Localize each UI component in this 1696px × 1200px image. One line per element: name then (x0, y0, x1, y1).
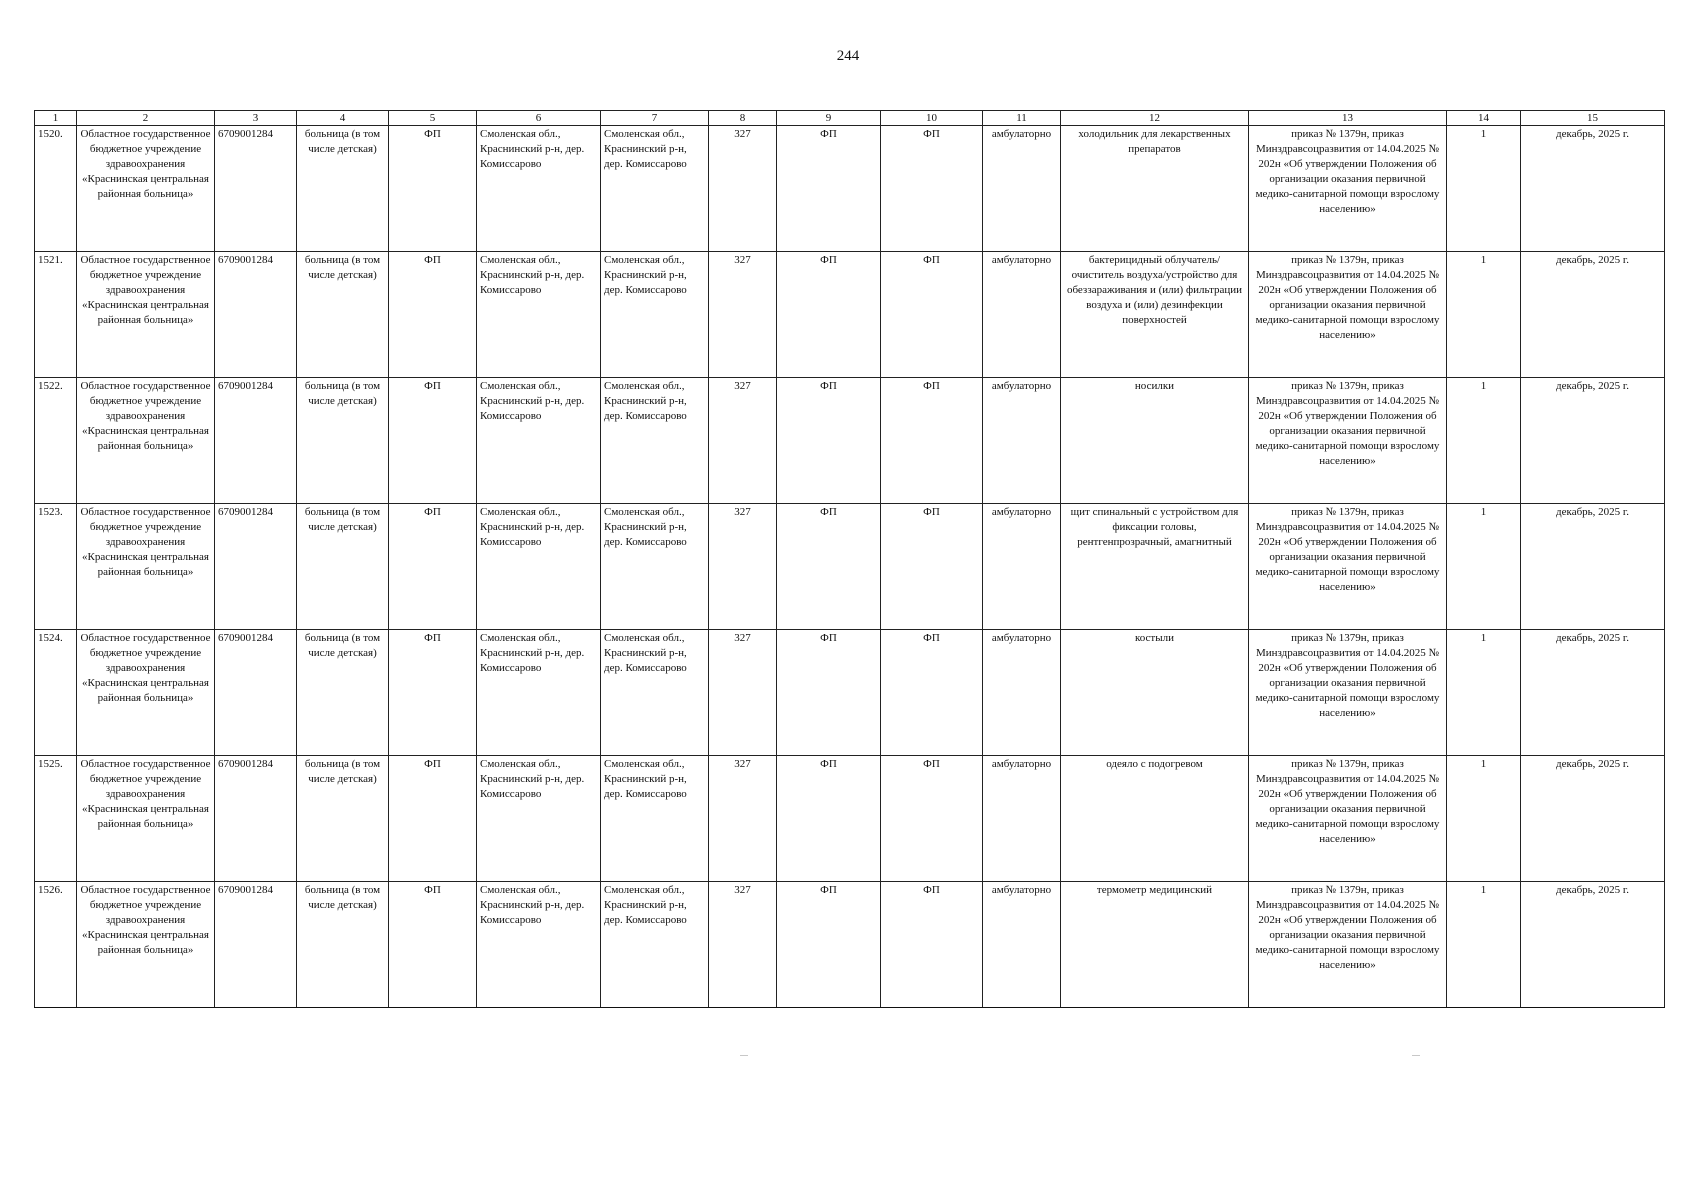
column-header: 1 (35, 111, 77, 126)
table-row (35, 630, 1665, 756)
cell-col9: ФП (777, 378, 881, 504)
cell-address-1: Смоленская обл., Краснинский р-н, дер. Комиссарово (477, 252, 601, 378)
cell-quantity: 1 (1447, 882, 1521, 1008)
cell-address-1: Смоленская обл., Краснинский р-н, дер. Комиссарово (477, 882, 601, 1008)
column-header: 14 (1447, 111, 1521, 126)
cell-quantity: 1 (1447, 378, 1521, 504)
cell-facility-type: больница (в том числе детская) (297, 378, 389, 504)
cell-date: декабрь, 2025 г. (1521, 756, 1665, 882)
cell-row-number: 1521. (35, 252, 77, 378)
table-row (35, 756, 1665, 882)
column-number-row (35, 111, 1665, 126)
page-number: 244 (836, 48, 860, 64)
cell-row-number: 1526. (35, 882, 77, 1008)
cell-address-2: Смоленская обл., Краснинский р-н, дер. Комиссарово (601, 756, 709, 882)
cell-inn: 6709001284 (215, 882, 297, 1008)
cell-organization: Областное государственное бюджетное учреждение здравоохранения «Краснинская центральная районная больница» (77, 756, 215, 882)
cell-quantity: 1 (1447, 252, 1521, 378)
cell-order-reference: приказ № 1379н, приказ Минздравсоцразвития от 14.04.2025 № 202н «Об утверждении Положения об организации оказания первичной медико-санитарной помощи взрослому населению» (1249, 504, 1447, 630)
cell-date: декабрь, 2025 г. (1521, 630, 1665, 756)
cell-inn: 6709001284 (215, 756, 297, 882)
cell-date: декабрь, 2025 г. (1521, 378, 1665, 504)
table-row (35, 126, 1665, 252)
cell-col5: ФП (389, 252, 477, 378)
cell-equipment: щит спинальный с устройством для фиксации головы, рентгенпрозрачный, амагнитный (1061, 504, 1249, 630)
cell-order-reference: приказ № 1379н, приказ Минздравсоцразвития от 14.04.2025 № 202н «Об утверждении Положения об организации оказания первичной медико-санитарной помощи взрослому населению» (1249, 630, 1447, 756)
cell-facility-type: больница (в том числе детская) (297, 252, 389, 378)
column-header: 13 (1249, 111, 1447, 126)
column-header: 2 (77, 111, 215, 126)
cell-equipment: одеяло с подогревом (1061, 756, 1249, 882)
cell-organization: Областное государственное бюджетное учреждение здравоохранения «Краснинская центральная районная больница» (77, 378, 215, 504)
cell-organization: Областное государственное бюджетное учреждение здравоохранения «Краснинская центральная районная больница» (77, 252, 215, 378)
cell-order-reference: приказ № 1379н, приказ Минздравсоцразвития от 14.04.2025 № 202н «Об утверждении Положения об организации оказания первичной медико-санитарной помощи взрослому населению» (1249, 756, 1447, 882)
cell-col5: ФП (389, 126, 477, 252)
cell-col9: ФП (777, 504, 881, 630)
cell-address-1: Смоленская обл., Краснинский р-н, дер. Комиссарово (477, 126, 601, 252)
table-body (35, 126, 1665, 1008)
cell-col5: ФП (389, 756, 477, 882)
table-row (35, 378, 1665, 504)
cell-row-number: 1522. (35, 378, 77, 504)
cell-quantity: 1 (1447, 504, 1521, 630)
column-header: 6 (477, 111, 601, 126)
cell-inn: 6709001284 (215, 504, 297, 630)
column-header: 4 (297, 111, 389, 126)
cell-col8: 327 (709, 504, 777, 630)
cell-inn: 6709001284 (215, 252, 297, 378)
scan-artifact-line (1412, 1055, 1420, 1056)
cell-care-mode: амбулаторно (983, 630, 1061, 756)
column-header: 15 (1521, 111, 1665, 126)
cell-col10: ФП (881, 630, 983, 756)
column-header: 11 (983, 111, 1061, 126)
table-row (35, 882, 1665, 1008)
cell-col9: ФП (777, 252, 881, 378)
cell-col8: 327 (709, 882, 777, 1008)
cell-col9: ФП (777, 126, 881, 252)
cell-col9: ФП (777, 882, 881, 1008)
cell-care-mode: амбулаторно (983, 756, 1061, 882)
cell-address-2: Смоленская обл., Краснинский р-н, дер. Комиссарово (601, 882, 709, 1008)
cell-col5: ФП (389, 504, 477, 630)
cell-col8: 327 (709, 756, 777, 882)
cell-facility-type: больница (в том числе детская) (297, 630, 389, 756)
cell-col8: 327 (709, 630, 777, 756)
cell-row-number: 1524. (35, 630, 77, 756)
column-header: 5 (389, 111, 477, 126)
cell-row-number: 1523. (35, 504, 77, 630)
cell-equipment: термометр медицинский (1061, 882, 1249, 1008)
table-row (35, 252, 1665, 378)
cell-equipment: костыли (1061, 630, 1249, 756)
column-header: 8 (709, 111, 777, 126)
cell-col9: ФП (777, 630, 881, 756)
column-header: 7 (601, 111, 709, 126)
cell-quantity: 1 (1447, 630, 1521, 756)
cell-quantity: 1 (1447, 756, 1521, 882)
cell-organization: Областное государственное бюджетное учреждение здравоохранения «Краснинская центральная районная больница» (77, 882, 215, 1008)
cell-care-mode: амбулаторно (983, 882, 1061, 1008)
cell-quantity: 1 (1447, 126, 1521, 252)
cell-facility-type: больница (в том числе детская) (297, 504, 389, 630)
cell-care-mode: амбулаторно (983, 126, 1061, 252)
cell-address-1: Смоленская обл., Краснинский р-н, дер. Комиссарово (477, 378, 601, 504)
equipment-table (34, 110, 1665, 1008)
cell-organization: Областное государственное бюджетное учреждение здравоохранения «Краснинская центральная районная больница» (77, 504, 215, 630)
cell-address-2: Смоленская обл., Краснинский р-н, дер. Комиссарово (601, 126, 709, 252)
cell-col5: ФП (389, 882, 477, 1008)
cell-date: декабрь, 2025 г. (1521, 504, 1665, 630)
cell-row-number: 1525. (35, 756, 77, 882)
cell-date: декабрь, 2025 г. (1521, 126, 1665, 252)
cell-care-mode: амбулаторно (983, 252, 1061, 378)
cell-col10: ФП (881, 378, 983, 504)
cell-col10: ФП (881, 252, 983, 378)
cell-equipment: носилки (1061, 378, 1249, 504)
cell-col8: 327 (709, 378, 777, 504)
cell-facility-type: больница (в том числе детская) (297, 756, 389, 882)
cell-address-1: Смоленская обл., Краснинский р-н, дер. Комиссарово (477, 504, 601, 630)
cell-col10: ФП (881, 882, 983, 1008)
cell-order-reference: приказ № 1379н, приказ Минздравсоцразвития от 14.04.2025 № 202н «Об утверждении Положения об организации оказания первичной медико-санитарной помощи взрослому населению» (1249, 882, 1447, 1008)
column-header: 12 (1061, 111, 1249, 126)
cell-inn: 6709001284 (215, 378, 297, 504)
cell-row-number: 1520. (35, 126, 77, 252)
cell-inn: 6709001284 (215, 630, 297, 756)
cell-facility-type: больница (в том числе детская) (297, 126, 389, 252)
cell-address-2: Смоленская обл., Краснинский р-н, дер. Комиссарово (601, 504, 709, 630)
table-row (35, 504, 1665, 630)
cell-order-reference: приказ № 1379н, приказ Минздравсоцразвития от 14.04.2025 № 202н «Об утверждении Положения об организации оказания первичной медико-санитарной помощи взрослому населению» (1249, 126, 1447, 252)
cell-col5: ФП (389, 630, 477, 756)
cell-address-1: Смоленская обл., Краснинский р-н, дер. Комиссарово (477, 756, 601, 882)
cell-col8: 327 (709, 252, 777, 378)
cell-col10: ФП (881, 504, 983, 630)
column-header: 3 (215, 111, 297, 126)
cell-col10: ФП (881, 126, 983, 252)
cell-inn: 6709001284 (215, 126, 297, 252)
cell-date: декабрь, 2025 г. (1521, 882, 1665, 1008)
cell-date: декабрь, 2025 г. (1521, 252, 1665, 378)
column-header: 10 (881, 111, 983, 126)
cell-col10: ФП (881, 756, 983, 882)
cell-equipment: холодильник для лекарственных препаратов (1061, 126, 1249, 252)
cell-address-2: Смоленская обл., Краснинский р-н, дер. Комиссарово (601, 630, 709, 756)
cell-address-2: Смоленская обл., Краснинский р-н, дер. Комиссарово (601, 252, 709, 378)
cell-care-mode: амбулаторно (983, 504, 1061, 630)
cell-address-1: Смоленская обл., Краснинский р-н, дер. Комиссарово (477, 630, 601, 756)
cell-col5: ФП (389, 378, 477, 504)
cell-address-2: Смоленская обл., Краснинский р-н, дер. Комиссарово (601, 378, 709, 504)
cell-col8: 327 (709, 126, 777, 252)
cell-order-reference: приказ № 1379н, приказ Минздравсоцразвития от 14.04.2025 № 202н «Об утверждении Положения об организации оказания первичной медико-санитарной помощи взрослому населению» (1249, 378, 1447, 504)
scan-artifact-line (740, 1055, 748, 1056)
cell-organization: Областное государственное бюджетное учреждение здравоохранения «Краснинская центральная районная больница» (77, 126, 215, 252)
column-header: 9 (777, 111, 881, 126)
cell-organization: Областное государственное бюджетное учреждение здравоохранения «Краснинская центральная районная больница» (77, 630, 215, 756)
cell-order-reference: приказ № 1379н, приказ Минздравсоцразвития от 14.04.2025 № 202н «Об утверждении Положения об организации оказания первичной медико-санитарной помощи взрослому населению» (1249, 252, 1447, 378)
cell-equipment: бактерицидный облучатель/очиститель воздуха/устройство для обеззараживания и (или) фильтрации воздуха и (или) дезинфекции поверхностей (1061, 252, 1249, 378)
cell-care-mode: амбулаторно (983, 378, 1061, 504)
cell-col9: ФП (777, 756, 881, 882)
cell-facility-type: больница (в том числе детская) (297, 882, 389, 1008)
